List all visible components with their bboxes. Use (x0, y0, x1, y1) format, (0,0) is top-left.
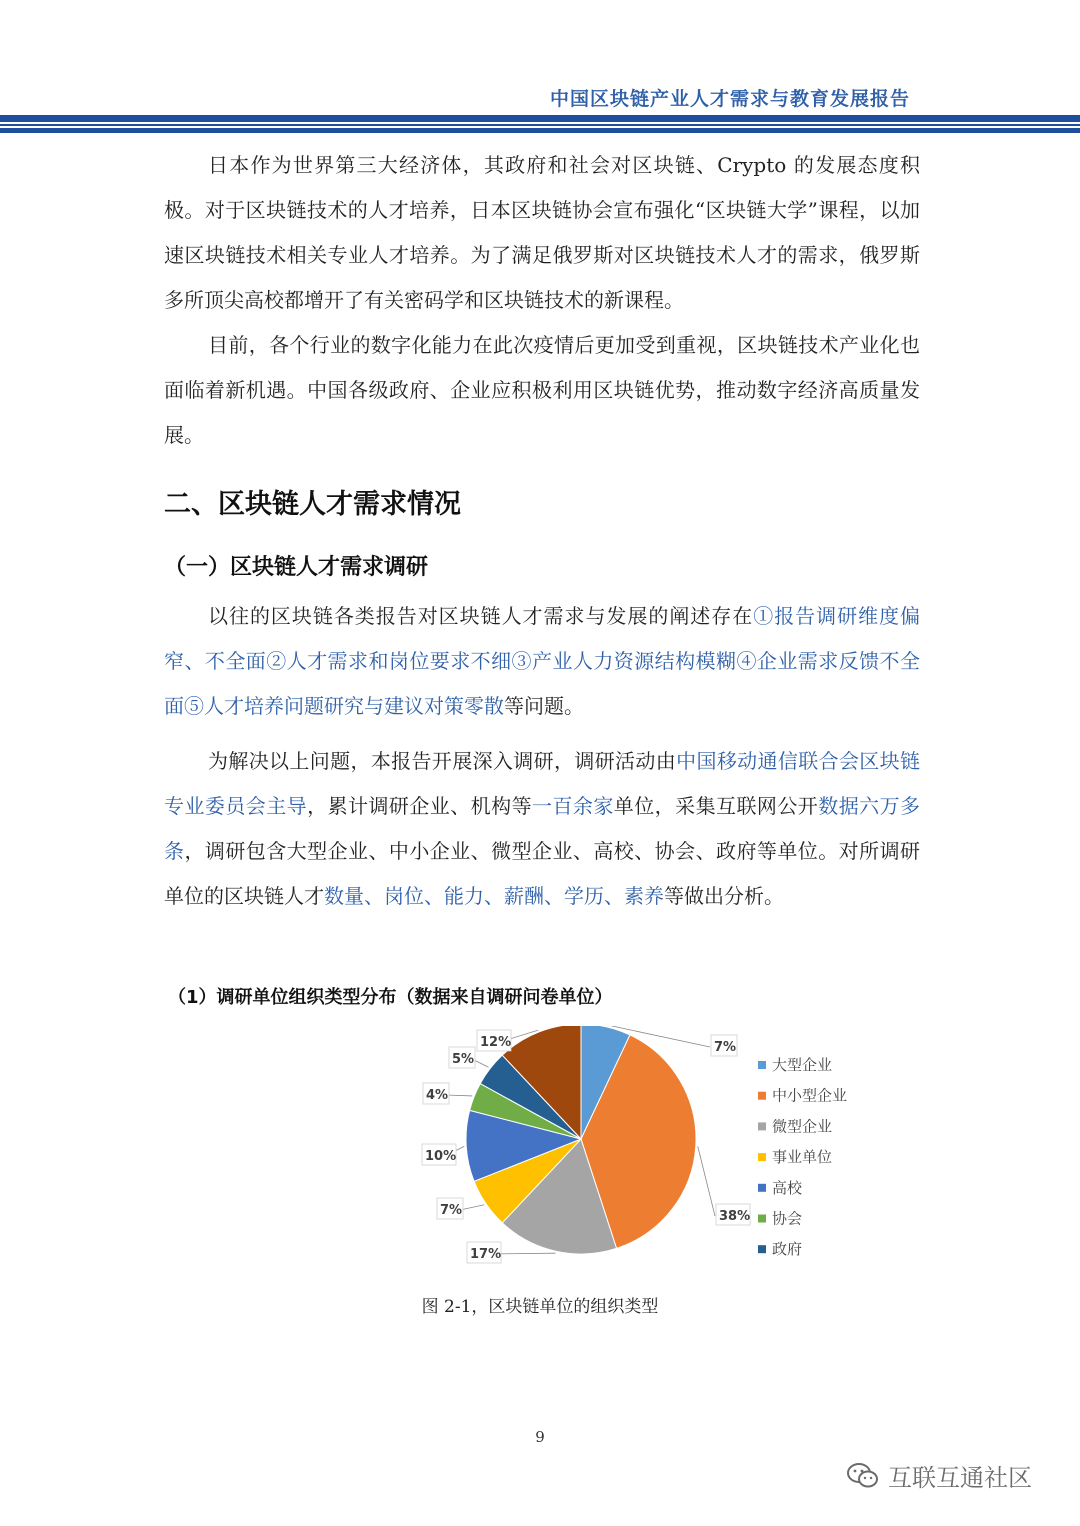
survey-text: 单位，采集互联网公开 (613, 794, 819, 818)
legend-label: 协会 (772, 1209, 803, 1228)
survey-highlight: 中国移动通信联合会区块链专业委员会主导 (164, 749, 921, 818)
header-bar (0, 115, 1080, 134)
figure-caption: 图 2-1，区块链单位的组织类型 (421, 1297, 659, 1317)
legend-swatch (758, 1092, 766, 1100)
legend-label: 微型企业 (772, 1117, 833, 1136)
legend-swatch (758, 1122, 766, 1130)
legend-label: 事业单位 (772, 1148, 833, 1167)
intro-paragraph-japan: 日本作为世界第三大经济体，其政府和社会对区块链、Crypto 的发展态度积极。对于区块链技术的人才培养，日本区块链协会宣布强化“区块链大学”课程，以加速区块链技术相关专业人才培养。为了满足俄罗斯对区块链技术人才的需求，俄罗斯多所顶尖高校都增开了有关密码学和区块链技术的新课程。 (164, 153, 920, 312)
pie-chart (400, 1026, 860, 1272)
legend-swatch (758, 1215, 766, 1223)
survey-text: ，调研包含大型企业、中小企业、微型企业、高校、协会、政府等单位。对所调研单位的区块链人才 (164, 839, 921, 908)
watermark-text: 互联互通社区 (888, 1464, 1032, 1492)
legend-swatch (758, 1184, 766, 1192)
legend-label: 大型企业 (772, 1056, 833, 1074)
survey-text: 以往的区块链各类报告对区块链人才需求与发展的阐述存在 (208, 604, 754, 628)
survey-text: 为解决以上问题，本报告开展深入调研，调研活动由 (208, 749, 677, 773)
legend-label: 高校 (772, 1178, 803, 1197)
pie-data-label: 38% (719, 1209, 751, 1224)
chart-subtitle: （1）调研单位组织类型分布（数据来自调研问卷单位） (168, 987, 613, 1008)
pie-leader-line (446, 1095, 472, 1096)
intro-paragraph-digital: 目前，各个行业的数字化能力在此次疫情后更加受到重视，区块链技术产业化也面临着新机遇。中国各级政府、企业应积极利用区块链优势，推动数字经济高质量发展。 (164, 333, 920, 447)
survey-highlight: 数据六万多条 (164, 794, 921, 863)
pie-data-label: 12% (480, 1035, 512, 1050)
wechat-icon (846, 1461, 880, 1491)
survey-highlight: 一百余家 (532, 794, 614, 818)
page-number: 9 (535, 1428, 545, 1446)
pie-data-label: 7% (714, 1040, 737, 1055)
section-title: 二、区块链人才需求情况 (164, 489, 461, 520)
legend-label: 政府 (772, 1240, 803, 1259)
watermark (846, 1458, 1032, 1493)
report-header-title: 中国区块链产业人才需求与教育发展报告 (549, 88, 910, 110)
survey-highlight: ①报告调研维度偏窄、不全面②人才需求和岗位要求不细③产业人力资源结构模糊④企业需求反馈不全面⑤人才培养问题研究与建议对策零散 (164, 604, 921, 718)
survey-paragraph-problems (164, 594, 920, 729)
legend-label: 中小型企业 (772, 1086, 848, 1105)
legend-swatch (758, 1153, 766, 1161)
pie-data-label: 4% (426, 1088, 449, 1103)
pie-data-label: 10% (425, 1149, 457, 1164)
pie-data-label: 5% (452, 1052, 475, 1067)
pie-leader-line (698, 1146, 715, 1216)
legend-swatch (758, 1061, 766, 1069)
survey-highlight: 数量、岗位、能力、薪酬、学历、素养 (324, 884, 664, 908)
legend-swatch (758, 1245, 766, 1253)
subsection-title: （一）区块链人才需求调研 (164, 555, 429, 580)
pie-chart-container (400, 1026, 860, 1272)
pie-data-label: 7% (440, 1203, 463, 1218)
survey-text: ，累计调研企业、机构等 (307, 794, 533, 818)
pie-leader-line (460, 1205, 484, 1210)
survey-paragraph-method (164, 739, 920, 919)
survey-text: 等做出分析。 (664, 884, 784, 908)
pie-data-label: 17% (470, 1247, 502, 1262)
survey-text: 等问题。 (504, 694, 584, 718)
